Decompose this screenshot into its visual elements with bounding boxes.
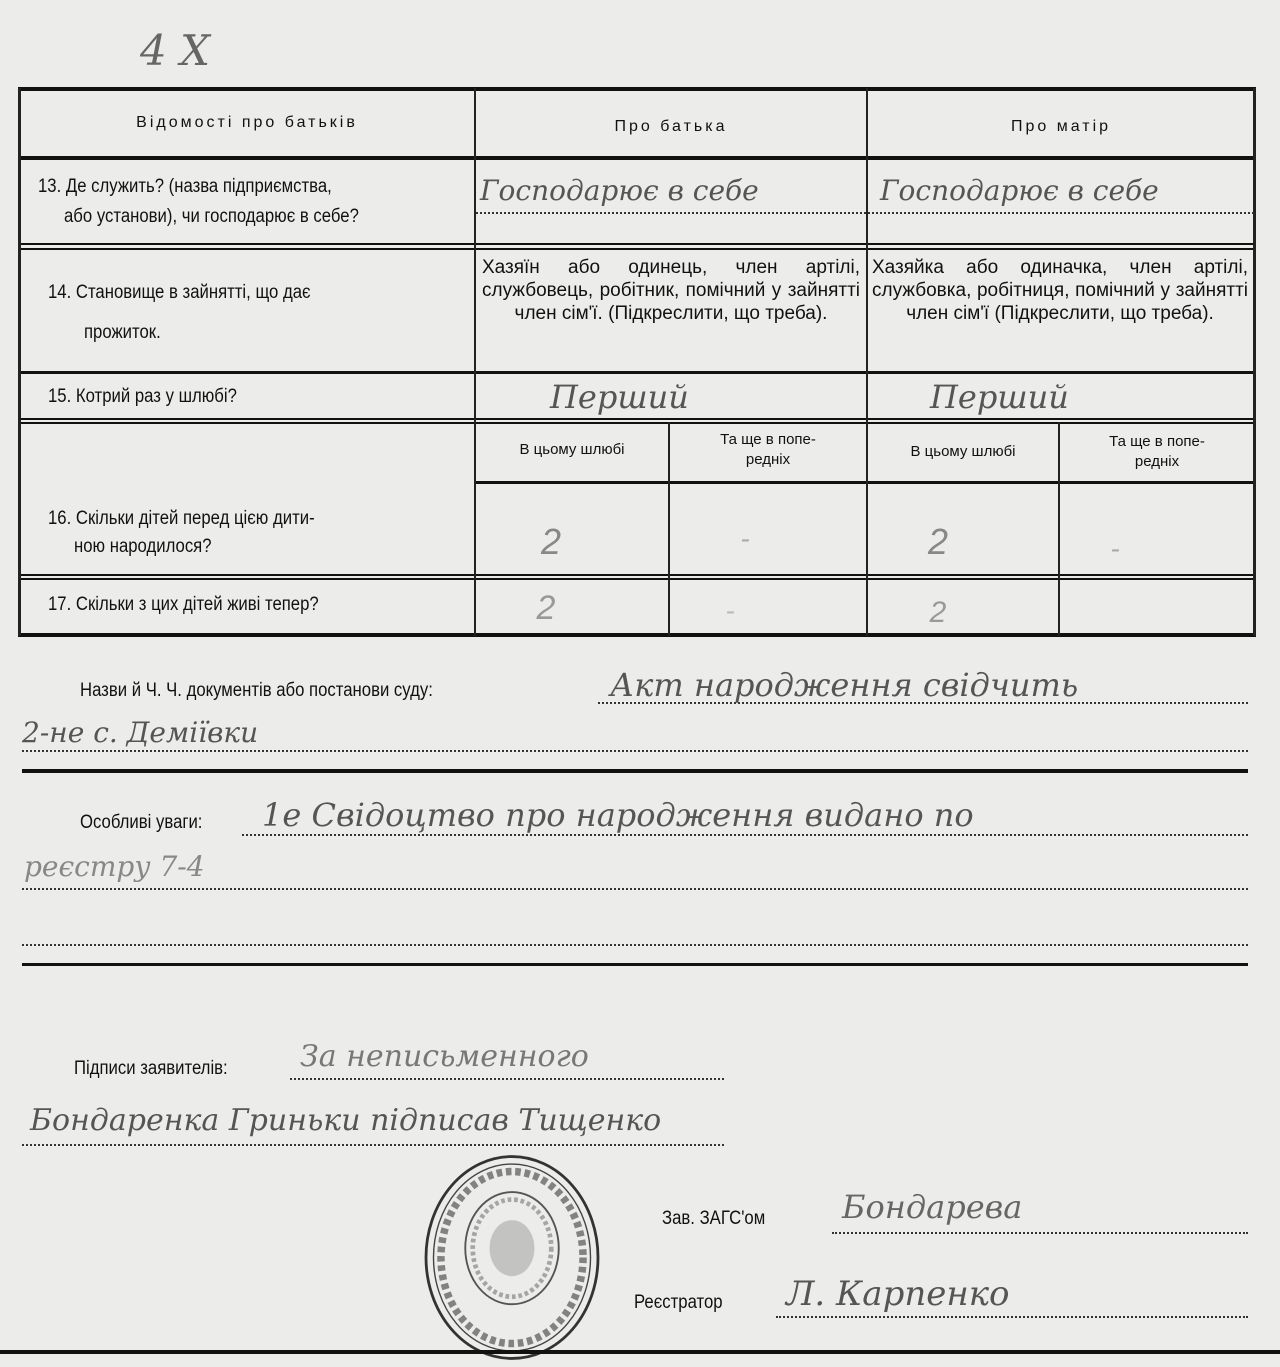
- remarks-label: Особливі уваги:: [80, 812, 203, 833]
- zags-head-label: Зав. ЗАГС'ом: [662, 1208, 766, 1229]
- header-mother: Про матір: [1010, 118, 1112, 135]
- q17-mother-this: 2: [929, 596, 947, 629]
- q13-father-answer: Господарює в себе: [480, 174, 759, 207]
- page-number-mark: 4 Х: [140, 26, 210, 75]
- subheader-mother-previous: Та ще в попе- редніх: [1109, 433, 1205, 470]
- documents-label: Назви й Ч. Ч. документів або постанови суду:: [80, 680, 433, 701]
- subheader-father-previous: Та ще в попе- редніх: [720, 431, 816, 468]
- q13-label: або установи), чи господарює в себе?: [64, 206, 359, 227]
- header-parents-info: Відомості про батьків: [136, 114, 358, 131]
- remarks-value: реєстру 7-4: [24, 850, 205, 883]
- q15-label: 15. Котрий раз у шлюбі?: [48, 386, 237, 407]
- q14-label: 14. Становище в зайнятті, що дає: [48, 282, 311, 303]
- q16-label: ною народилося?: [74, 536, 212, 557]
- registrar-signature: Л. Карпенко: [786, 1274, 1010, 1314]
- zags-head-signature: Бондарева: [842, 1188, 1023, 1226]
- q16-father-prev: -: [740, 523, 750, 554]
- official-stamp: [412, 1150, 612, 1365]
- q15-mother-answer: Перший: [930, 378, 1069, 416]
- remarks-value: 1е Свідоцтво про народження видано по: [262, 796, 974, 834]
- q17-father-prev: -: [725, 595, 735, 626]
- applicants-signature-label: Підписи заявителів:: [74, 1058, 228, 1079]
- q17-label: 17. Скільки з цих дітей живі тепер?: [48, 594, 319, 615]
- q16-mother-prev: -: [1110, 533, 1120, 564]
- q16-father-this: 2: [540, 521, 562, 562]
- documents-value: 2-не с. Деміївки: [22, 716, 259, 749]
- q16-mother-this: 2: [927, 521, 949, 562]
- subheader-father-this-marriage: В цьому шлюбі: [519, 441, 625, 458]
- subheader-mother-this-marriage: В цьому шлюбі: [910, 443, 1016, 460]
- applicants-signature: Бондаренка Гриньки підписав Тищенко: [30, 1103, 662, 1138]
- q14-father-options: Хазяїн або одинець, член артілі, службовець, робітник, помічний у зайнятті член сім'ї. (Підкреслити, що треба).: [482, 257, 860, 324]
- q15-father-answer: Перший: [550, 378, 689, 416]
- q14-label: прожиток.: [84, 322, 161, 343]
- header-father: Про батька: [614, 118, 728, 135]
- q16-label: 16. Скільки дітей перед цією дити-: [48, 508, 315, 529]
- registrar-label: Реєстратор: [634, 1292, 723, 1313]
- q13-mother-answer: Господарює в себе: [880, 174, 1159, 207]
- q14-mother-options: Хазяйка або одиначка, член артілі, службовка, робітниця, помічний у зайнятті член сім'ї (Підкреслити, що треба).: [872, 257, 1248, 324]
- documents-value: Акт народження свідчить: [610, 666, 1079, 704]
- applicants-signature: За неписьменного: [300, 1039, 589, 1074]
- q17-father-this: 2: [536, 589, 556, 627]
- q13-label: 13. Де служить? (назва підприємства,: [38, 176, 332, 197]
